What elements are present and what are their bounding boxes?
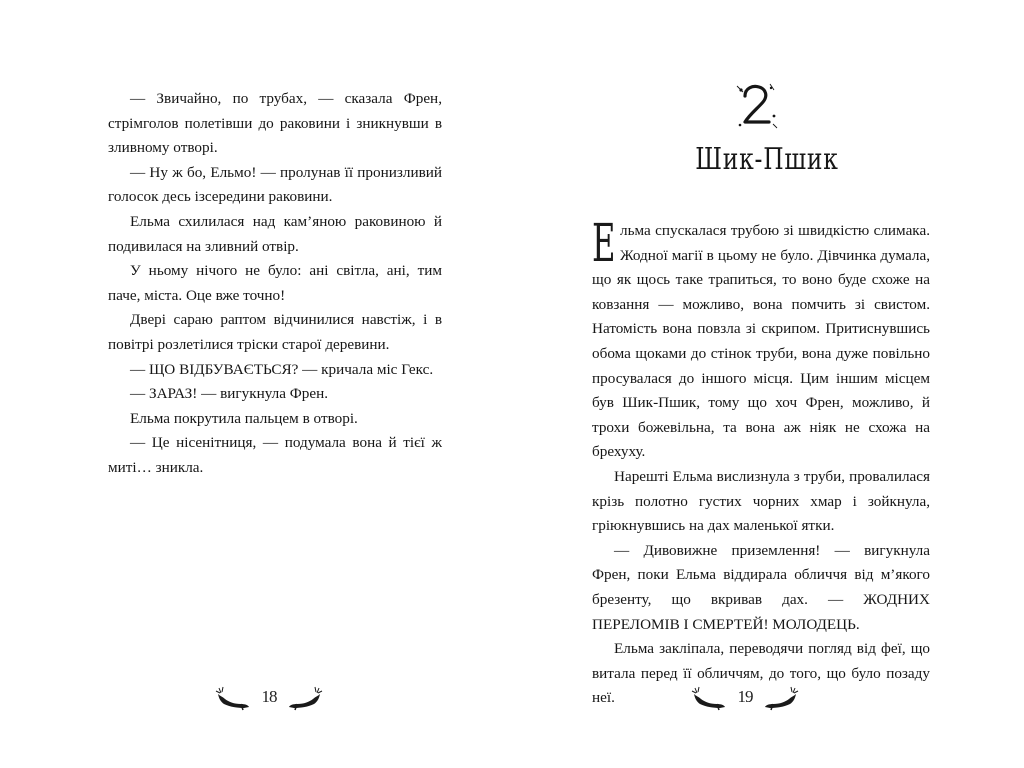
witch-shoe-icon: [760, 682, 800, 712]
paragraph: — ЩО ВІДБУВАЄТЬСЯ? — кричала міс Гекс.: [130, 360, 434, 378]
paragraph: Нарешті Ельма вислизнула з труби, провалилася крізь полотно густих чорних хмар і зойкнула, гріюкнувшись на дах маленької ятки.: [592, 467, 930, 535]
paragraph: Ельма закліпала, переводячи погляд від феї, що витала перед її обличчям, до того, що було позаду неї.: [592, 640, 930, 707]
first-paragraph: [592, 214, 930, 465]
chapter-number: [735, 82, 779, 130]
first-paragraph-text: льма спускалася трубою зі швидкістю слимака. Жодної магії в цьому не було. Дівчинка думала, що як щось таке трапиться, то воно буде схоже на ковзання — можливо, вона помчить зі свистом. Натомість вона повзла зі скрипом. Притиснувшись обома щоками до стінок труби, вона дуже повільно просувалася до іншого місця. Цим іншим місцем був Шик-Пшик, тому що хоч Френ, можливо, й трохи божевільна, та вона аж ніяк не схожа на брехуху.: [592, 222, 930, 461]
paragraph: Ельма покрутила пальцем в отворі.: [130, 409, 358, 427]
paragraph: Ельма схилилася над кам’яною раковиною й подивилася на зливний отвір.: [108, 212, 442, 255]
witch-shoe-icon: [214, 682, 254, 712]
paragraph: — Ну ж бо, Ельмо! — пролунав її пронизливий голосок десь ізсередини раковини.: [108, 163, 442, 206]
page-number: 18: [261, 687, 277, 706]
right-page-footer: [690, 682, 800, 712]
witch-shoe-icon: [690, 682, 730, 712]
paragraph: — ЗАРАЗ! — вигукнула Френ.: [130, 385, 329, 403]
right-page: [512, 0, 1024, 768]
drop-cap: Е: [592, 214, 616, 274]
paragraph: — Дивовижне приземлення! — вигукнула Френ, поки Ельма віддирала обличчя від м’якого брезенту, що вкривав дах. — ЖОДНИХ ПЕРЕЛОМІВ І СМЕРТЕЙ! МОЛОДЕЦЬ.: [592, 541, 930, 633]
paragraph: Двері сараю раптом відчинилися навстіж, і в повітрі розлетілися тріски старої деревини.: [108, 311, 442, 353]
left-page-footer: [214, 682, 324, 712]
paragraph: — Це нісенітниця, — подумала вона й тієї ж миті… зникла.: [108, 434, 442, 476]
right-page-text: [592, 214, 930, 711]
paragraph: — Звичайно, по трубах, — сказала Френ, стрімголов полетівши до раковини і зникнувши в зливному отворі.: [108, 90, 442, 157]
page-number: 19: [737, 687, 753, 706]
chapter-title: Шик-Пшик: [695, 142, 839, 177]
paragraph: У ньому нічого не було: ані світла, ані, тим паче, міста. Оце вже точно!: [108, 262, 442, 304]
witch-shoe-icon: [284, 682, 324, 712]
left-page-text: [108, 87, 442, 481]
